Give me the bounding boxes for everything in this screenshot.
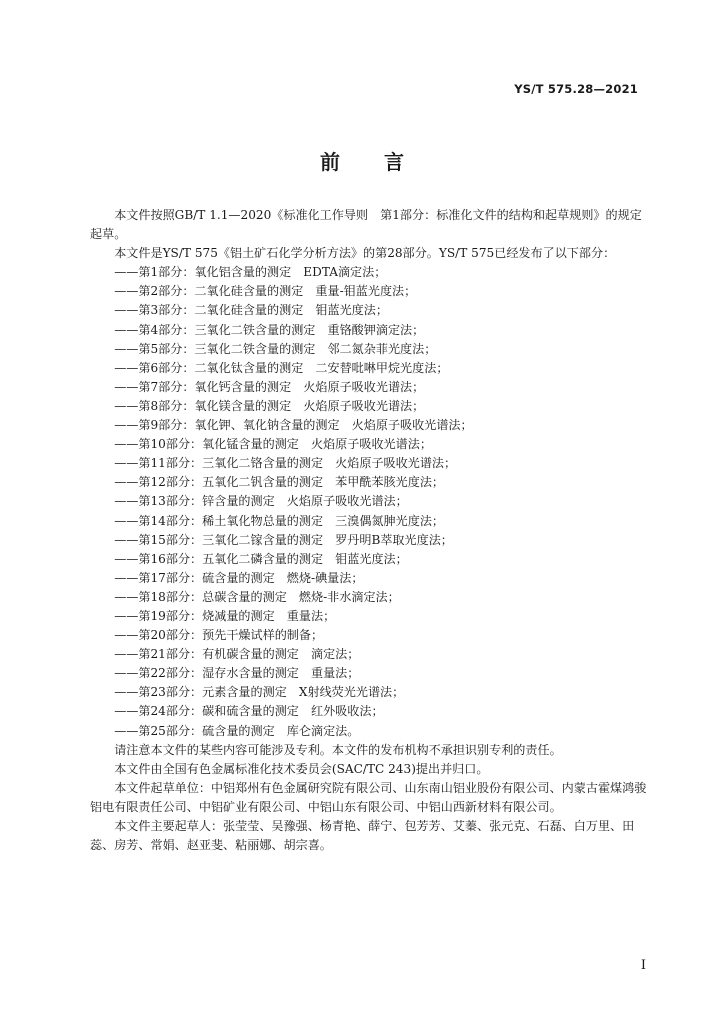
list-item: ——第23部分：元素含量的测定 X射线荧光光谱法； xyxy=(114,685,405,700)
list-item: ——第24部分：碳和硫含量的测定 红外吸收法； xyxy=(114,704,384,719)
list-item: ——第22部分：湿存水含量的测定 重量法； xyxy=(114,666,360,681)
intro-paragraph: 本文件是YS/T 575《铝土矿石化学分析方法》的第28部分。YS/T 575已经发布了以下部分： xyxy=(114,246,616,261)
list-item: ——第10部分：氧化锰含量的测定 火焰原子吸收光谱法； xyxy=(114,437,432,452)
list-item: ——第14部分：稀土氧化物总量的测定 三溴偶氮胂光度法； xyxy=(114,513,445,528)
page-number: I xyxy=(640,958,646,973)
list-item: ——第5部分：三氧化二铁含量的测定 邻二氮杂菲光度法； xyxy=(114,341,437,356)
list-item: ——第17部分：硫含量的测定 燃烧-碘量法； xyxy=(114,570,364,585)
list-item: ——第16部分：五氧化二磷含量的测定 钼蓝光度法； xyxy=(114,551,408,566)
list-item: ——第20部分：预先干燥试样的制备； xyxy=(114,628,324,643)
list-item: ——第6部分：二氧化钛含量的测定 二安替吡啉甲烷光度法； xyxy=(114,360,449,375)
drafters: 本文件主要起草人：张莹莹、吴豫强、杨青艳、薛宁、包芳芳、艾蓁、张元克、石磊、白万里、田蕊、房芳、常娟、赵亚斐、粘丽娜、胡宗喜。 xyxy=(90,819,635,853)
page-title: 前言 xyxy=(320,150,448,174)
committee-statement: 本文件由全国有色金属标准化技术委员会(SAC/TC 243)提出并归口。 xyxy=(114,761,489,776)
drafting-organizations: 本文件起草单位：中铝郑州有色金属研究院有限公司、山东南山铝业股份有限公司、内蒙古霍煤鸿骏铝电有限责任公司、中铝矿业有限公司、中铝山东有限公司、中铝山西新材料有限公司。 xyxy=(90,780,647,814)
list-item: ——第3部分：二氧化硅含量的测定 钼蓝光度法； xyxy=(114,303,388,318)
list-item: ——第1部分：氧化铝含量的测定 EDTA滴定法； xyxy=(114,265,387,280)
list-item: ——第21部分：有机碳含量的测定 滴定法； xyxy=(114,647,360,662)
list-item: ——第15部分：三氧化二镓含量的测定 罗丹明B萃取光度法； xyxy=(114,532,453,547)
list-item: ——第18部分：总碳含量的测定 燃烧-非水滴定法； xyxy=(114,589,400,604)
list-item: ——第8部分：氧化镁含量的测定 火焰原子吸收光谱法； xyxy=(114,398,425,413)
list-item: ——第25部分：硫含量的测定 库仑滴定法。 xyxy=(114,723,360,738)
list-item: ——第7部分：氧化钙含量的测定 火焰原子吸收光谱法； xyxy=(114,379,425,394)
list-item: ——第11部分：三氧化二铬含量的测定 火焰原子吸收光谱法； xyxy=(114,456,457,471)
document-code: YS/T 575.28—2021 xyxy=(514,82,638,96)
list-item: ——第19部分：烧减量的测定 重量法； xyxy=(114,608,336,623)
intro-paragraph: 本文件按照GB/T 1.1—2020《标准化工作导则 第1部分：标准化文件的结构和起草规则》的规定起草。 xyxy=(90,208,642,242)
list-item: ——第9部分：氧化钾、氧化钠含量的测定 火焰原子吸收光谱法； xyxy=(114,418,473,433)
list-item: ——第13部分：锌含量的测定 火焰原子吸收光谱法； xyxy=(114,494,408,509)
foreword-body xyxy=(90,206,650,855)
list-item: ——第2部分：二氧化硅含量的测定 重量-钼蓝光度法； xyxy=(114,284,417,299)
patent-notice: 请注意本文件的某些内容可能涉及专利。本文件的发布机构不承担识别专利的责任。 xyxy=(114,742,562,757)
list-item: ——第4部分：三氧化二铁含量的测定 重铬酸钾滴定法； xyxy=(114,322,425,337)
parts-list xyxy=(90,263,650,740)
list-item: ——第12部分：五氧化二钒含量的测定 苯甲酰苯胲光度法； xyxy=(114,475,445,490)
